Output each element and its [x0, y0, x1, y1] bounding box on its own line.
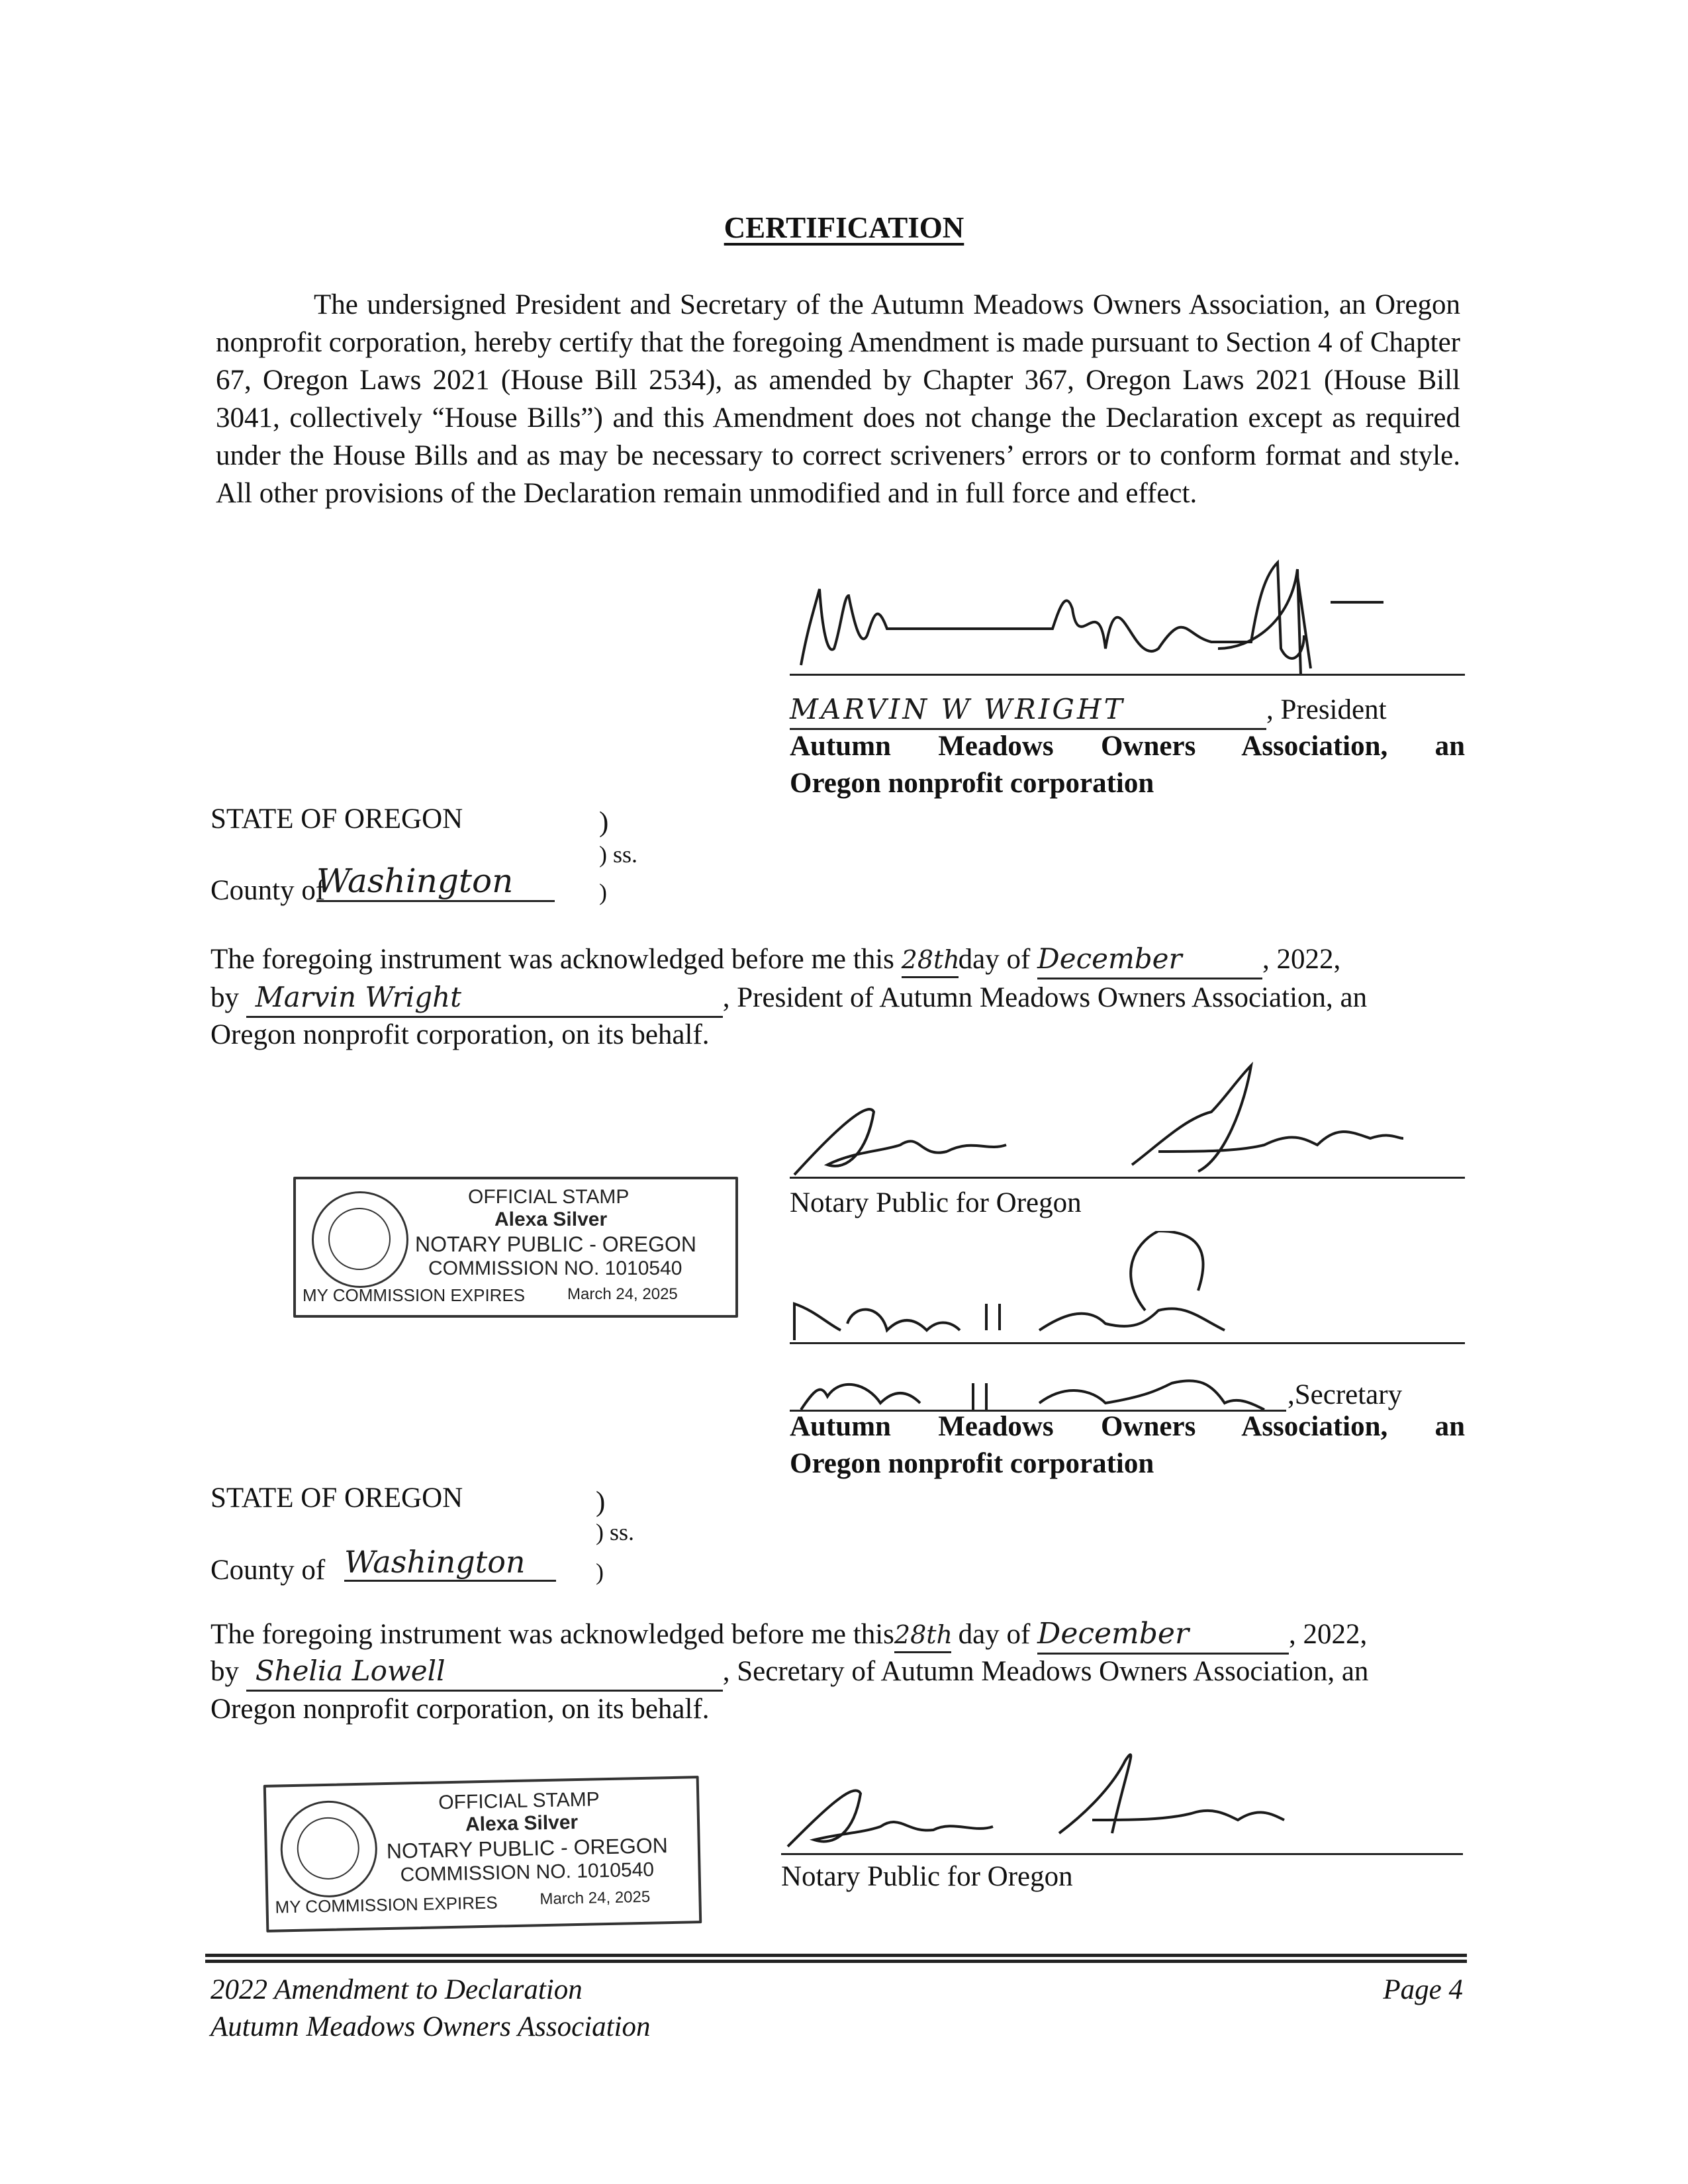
oregon-seal-icon — [279, 1799, 378, 1898]
venue2-county-value: Washington — [344, 1544, 556, 1582]
ack2-line1 — [211, 1615, 1468, 1655]
president-org-line1: Autumn Meadows Owners Association, an — [790, 731, 1465, 762]
footer-page-number: Page 4 — [1383, 1974, 1463, 2005]
oregon-seal-icon — [312, 1191, 408, 1288]
stamp1-name: Alexa Silver — [494, 1208, 608, 1230]
footer-left-line2: Autumn Meadows Owners Association — [211, 2011, 651, 2042]
venue1-county-value: Washington — [316, 862, 555, 902]
footer-left-line1: 2022 Amendment to Declaration — [211, 1974, 583, 2005]
stamp1-line4: COMMISSION NO. 1010540 — [428, 1257, 682, 1279]
document-title: CERTIFICATION — [724, 211, 964, 244]
president-printed-name: MARVIN W WRIGHT — [790, 692, 1266, 730]
venue2-county-label: County of — [211, 1555, 326, 1586]
notary-stamp-1 — [293, 1177, 738, 1318]
venue1-state: STATE OF OREGON — [211, 803, 463, 835]
stamp2-line3: NOTARY PUBLIC - OREGON — [386, 1833, 669, 1864]
ack1-text-a: The foregoing instrument was acknowledged before me this — [211, 944, 894, 975]
venue1-county-label: County of — [211, 875, 326, 906]
president-name-line — [790, 692, 1465, 730]
venue1-paren1: ) — [599, 807, 609, 838]
ack1-day: 28th — [902, 944, 959, 978]
stamp1-expires-date: March 24, 2025 — [567, 1285, 678, 1303]
stamp2-expires-label: MY COMMISSION EXPIRES — [275, 1892, 498, 1917]
ack2-day: 28th — [894, 1619, 951, 1653]
ack1-line1 — [211, 941, 1468, 979]
ack2-text-a: The foregoing instrument was acknowledged before me this — [211, 1619, 894, 1650]
ack1-name: Marvin Wright — [246, 979, 723, 1018]
secretary-title: ,Secretary — [1288, 1379, 1403, 1410]
venue1-paren2: ) — [599, 879, 607, 905]
venue2-ss: ) ss. — [596, 1519, 635, 1545]
venue2-state: STATE OF OREGON — [211, 1482, 463, 1514]
certification-text: The undersigned President and Secretary of the Autumn Meadows Owners Association, an Oregon nonprofit corporation, hereby certify that the foregoing Amendment is made pursuant to Section 4 of Chapter 67, Oregon Laws 2021 (House Bill 2534), as amended by Chapter 367, Oregon Laws 2021 (House Bill 3041, collectively “House Bills”) and this Amendment does not change the Declaration except as required under the House Bills and as may be necessary to correct scriveners’ errors or to conform format and style. All other provisions of the Declaration remain unmodified and in full force and effect. — [216, 289, 1460, 509]
stamp1-line3: NOTARY PUBLIC - OREGON — [415, 1232, 696, 1256]
stamp1-heading: OFFICIAL STAMP — [468, 1186, 630, 1208]
ack1-by: by — [211, 982, 239, 1013]
stamp1-expires-label: MY COMMISSION EXPIRES — [303, 1285, 526, 1305]
ack2-line2 — [211, 1653, 1468, 1692]
venue1-ss: ) ss. — [599, 841, 638, 868]
stamp2-expires-date: March 24, 2025 — [539, 1888, 651, 1909]
secretary-org-line1: Autumn Meadows Owners Association, an — [790, 1411, 1465, 1442]
ack2-month: December — [1037, 1615, 1289, 1655]
ack2-line3: Oregon nonprofit corporation, on its behalf. — [211, 1694, 710, 1725]
certification-paragraph — [216, 286, 1460, 512]
ack2-name: Shelia Lowell — [246, 1653, 723, 1692]
ack2-role: , Secretary of Autumn Meadows Owners Association, an — [722, 1656, 1369, 1687]
notary2-signature — [781, 1734, 1483, 1866]
ack1-line3: Oregon nonprofit corporation, on its behalf. — [211, 1019, 710, 1050]
notary-stamp-2 — [263, 1776, 702, 1933]
ack1-line2 — [211, 979, 1468, 1018]
ack1-text-b: day of — [958, 944, 1031, 975]
ack1-month: December — [1037, 941, 1262, 979]
stamp2-line4: COMMISSION NO. 1010540 — [400, 1858, 655, 1886]
footer-rule — [205, 1954, 1467, 1963]
ack1-year: , 2022, — [1262, 944, 1341, 975]
ack2-year: , 2022, — [1289, 1619, 1368, 1650]
secretary-org-line2: Oregon nonprofit corporation — [790, 1448, 1154, 1479]
venue2-paren1: ) — [596, 1486, 606, 1518]
venue2-paren2: ) — [596, 1559, 604, 1585]
stamp2-heading: OFFICIAL STAMP — [438, 1788, 600, 1814]
notary2-caption: Notary Public for Oregon — [781, 1861, 1073, 1892]
notary1-caption: Notary Public for Oregon — [790, 1187, 1082, 1218]
president-title: , President — [1266, 694, 1387, 725]
stamp2-name: Alexa Silver — [465, 1811, 579, 1836]
president-org-line2: Oregon nonprofit corporation — [790, 768, 1154, 799]
ack2-text-b: day of — [958, 1619, 1031, 1650]
notary1-signature — [788, 1059, 1489, 1191]
ack1-role: , President of Autumn Meadows Owners Association, an — [722, 982, 1368, 1013]
ack2-by: by — [211, 1656, 239, 1687]
